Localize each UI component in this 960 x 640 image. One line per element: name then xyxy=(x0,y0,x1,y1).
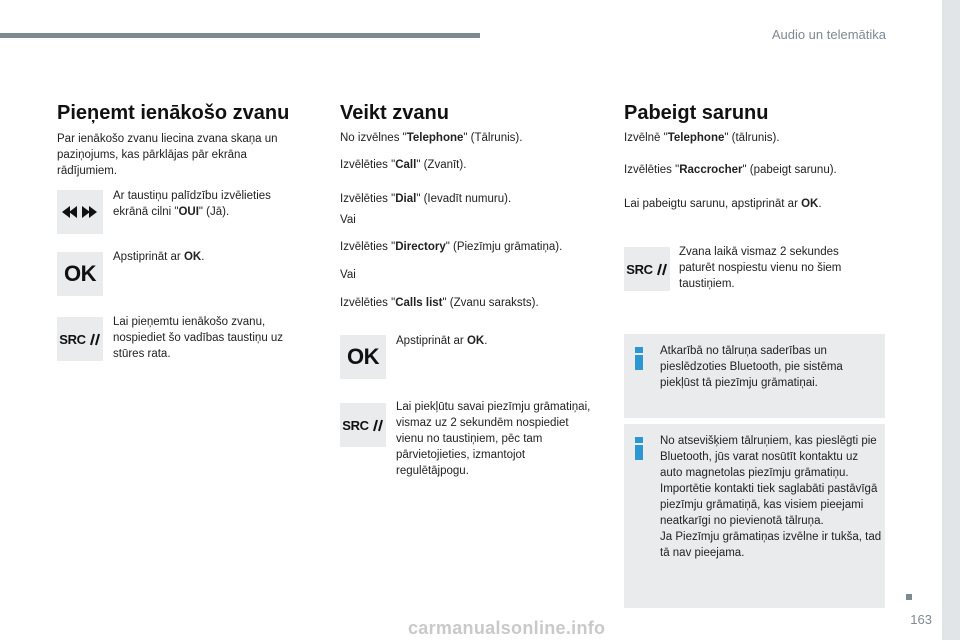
col1-intro: Par ienākošo zvanu liecina zvana skaņa un paziņojums, kas pārklājas pār ekrāna rādījumiem. xyxy=(57,133,278,177)
col2-title: Veikt zvanu xyxy=(340,102,449,124)
page-edge-strip xyxy=(942,0,960,640)
ok-button xyxy=(57,252,103,296)
page-marker xyxy=(906,594,912,600)
col2-line5: Izvēlēties "Calls list" (Zvanu saraksts). xyxy=(340,297,539,309)
watermark: carmanualsonline.info xyxy=(408,618,606,638)
src-icon: SRC xyxy=(626,262,668,277)
arrow-keys-button xyxy=(57,190,103,234)
ok-button-2 xyxy=(340,335,386,379)
src-icon: SRC xyxy=(342,418,384,433)
ok-icon: OK xyxy=(64,261,96,286)
col2-or2: Vai xyxy=(340,269,356,281)
col3-line3: Lai pabeigtu sarunu, apstiprināt ar OK. xyxy=(624,198,822,210)
col3-title: Pabeigt sarunu xyxy=(624,102,769,124)
src-icon: SRC xyxy=(59,332,101,347)
col1-step1: Ar taustiņu palīdzību izvēlieties ekrānā cilni "OUI" (Jā). xyxy=(113,190,271,218)
info-box-2 xyxy=(624,424,885,608)
src-button xyxy=(57,317,103,361)
col3-src-text: Zvana laikā vismaz 2 sekundes paturēt nospiestu vienu no šiem taustiņiem. xyxy=(679,246,842,290)
col2-or1: Vai xyxy=(340,214,356,226)
col3-line1: Izvēlnē "Telephone" (tālrunis). xyxy=(624,132,780,144)
info-text-1: Atkarībā no tālruņa saderības un pieslēdzoties Bluetooth, pie sistēma piekļūst tā piezīmju grāmatiņai. xyxy=(660,345,843,389)
col1-title: Pieņemt ienākošo zvanu xyxy=(57,102,290,124)
col2-line1: No izvēlnes "Telephone" (Tālrunis). xyxy=(340,132,523,144)
src-button-2 xyxy=(340,403,386,447)
page-number: 163 xyxy=(910,612,932,627)
col2-line3: Izvēlēties "Dial" (Ievadīt numuru). xyxy=(340,193,512,205)
ok-icon: OK xyxy=(347,344,379,369)
info-icon xyxy=(635,347,644,370)
info-box-1 xyxy=(624,334,885,418)
col1-step2: Apstiprināt ar OK. xyxy=(113,251,205,263)
col3-line2: Izvēlēties "Raccrocher" (pabeigt sarunu). xyxy=(624,164,837,176)
src-button-3 xyxy=(624,247,670,291)
col2-line4: Izvēlēties "Directory" (Piezīmju grāmatiņa). xyxy=(340,241,563,253)
col2-ok-text: Apstiprināt ar OK. xyxy=(396,335,488,347)
section-title: Audio un telemātika xyxy=(771,27,886,42)
info-icon xyxy=(635,437,644,460)
col1-step3: Lai pieņemtu ienākošo zvanu, nospiediet šo vadības taustiņu uz stūres rata. xyxy=(113,316,284,360)
info-text-2: No atsevišķiem tālruņiem, kas pieslēgti pie Bluetooth, jūs varat nosūtīt kontaktu uz auto magnetolas piezīmju grāmatiņu. Importētie kontakti tiek saglabāti pastāvīgā piezīmju grāmatiņā, kas visiem pieejami neatkarīgi no pievienotā tālruņa. Ja Piezīmju grāmatiņas izvēlne ir tukša, tad tā nav pieejama. xyxy=(660,435,882,559)
header-rule xyxy=(0,33,480,38)
arrows-icon xyxy=(62,205,98,219)
col2-src-text: Lai piekļūtu savai piezīmju grāmatiņai, vismaz uz 2 sekundēm nospiediet vienu no taustiņiem, pēc tam pārvietojieties, izmantojot regulētājpogu. xyxy=(396,401,591,477)
col2-line2: Izvēlēties "Call" (Zvanīt). xyxy=(340,159,467,171)
